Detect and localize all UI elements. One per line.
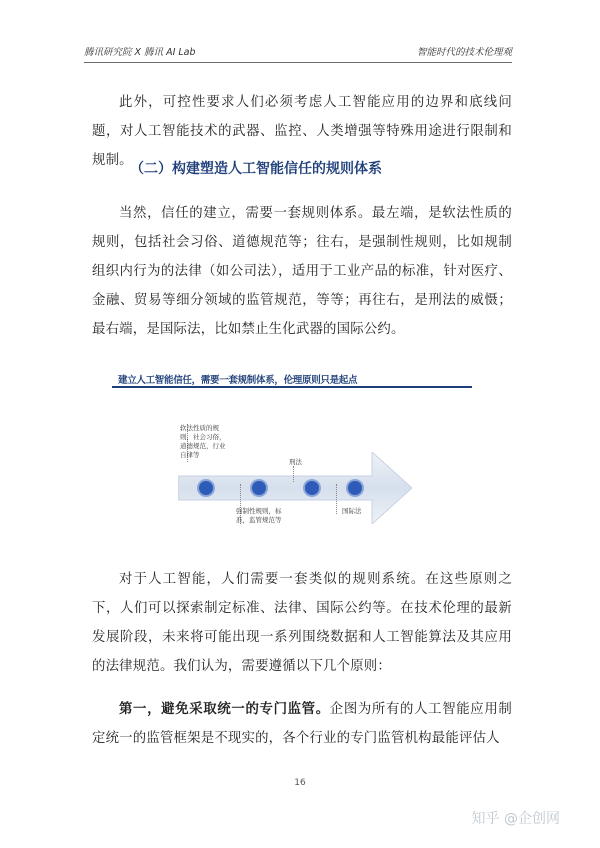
paragraph-rule-system: 当然，信任的建立，需要一套规则体系。最左端，是软法性质的规则，包括社会习俗、道德规范等；往右，是强制性规则，比如规制组织内行为的法律（如公司法），适用于工业产品的标准，针对医疗、金融、贸易等细分领域的监管规范，等等；再往右，是刑法的威慑；最右端，是国际法，比如禁止生化武器的国际公约。 xyxy=(92,206,512,337)
figure-caption: 建立人工智能信任，需要一套规制体系，伦理原则只是起点 xyxy=(118,375,358,386)
principle-one-heading: 第一，避免采取统一的专门监管。 xyxy=(119,702,330,717)
figure-caption-rule xyxy=(112,386,472,388)
paragraph-ai-rules: 对于人工智能，人们需要一套类似的规则系统。在这些原则之下，人们可以探索制定标准、法律、国际公约等。在技术伦理的最新发展阶段，未来将可能出现一系列围绕数据和人工智能算法及其应用的法律规范。我们认为，需要遵循以下几个原则： xyxy=(92,572,512,674)
page-number: 16 xyxy=(294,778,306,788)
criminal-law-marker xyxy=(305,481,319,495)
criminal-law-connector xyxy=(293,466,294,482)
page-header xyxy=(84,40,512,60)
soft-law-label: 软法性质的规则，社会习俗，道德规范，行业自律等 xyxy=(180,424,226,459)
header-organization: 腾讯研究院 X 腾讯 AI Lab xyxy=(84,47,196,58)
watermark: 知乎 @企创网 xyxy=(471,811,560,827)
international-law-label: 国际法 xyxy=(342,507,362,515)
principle-one-text: 企图为所有的人工智能应用制定统一的监管框架是不现实的，各个行业的专门监管机构最能评估人 xyxy=(92,702,512,746)
international-law-connector xyxy=(336,484,337,514)
soft-law-marker xyxy=(199,481,213,495)
section-heading: （二）构建塑造人工智能信任的规则体系 xyxy=(130,161,382,177)
international-law-marker xyxy=(348,481,362,495)
header-document-title: 智能时代的技术伦理观 xyxy=(416,47,512,58)
header-divider xyxy=(84,62,512,63)
paragraph-controllability: 此外，可控性要求人们必须考虑人工智能应用的边界和底线问题，对人工智能技术的武器、监控、人类增强等特殊用途进行限制和规制。 xyxy=(92,95,512,168)
criminal-law-label: 刑法 xyxy=(289,458,302,466)
mandatory-rules-marker xyxy=(252,481,266,495)
paragraph-principle-one xyxy=(92,695,512,753)
mandatory-rules-label: 强制性规则，标准，监管规范等 xyxy=(236,507,282,524)
